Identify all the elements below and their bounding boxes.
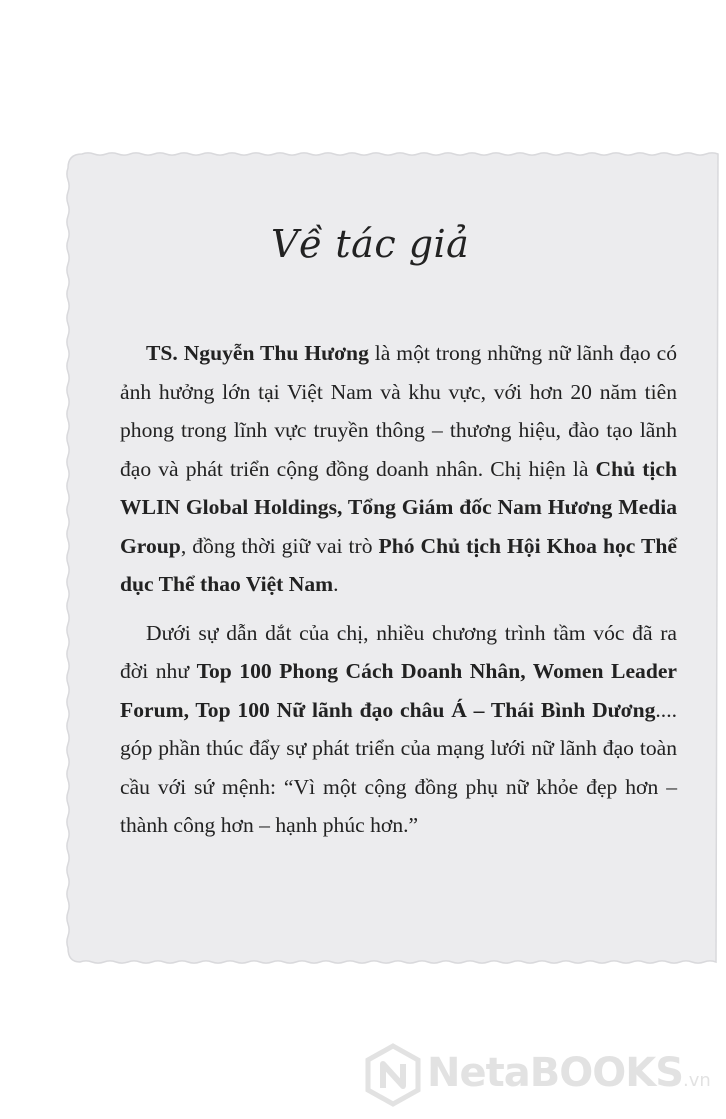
bold-run: Chủ tịch WLIN Global Holdings, Tổng Giám đốc Nam Hương Media Group [120,456,677,558]
text-run: . [333,572,339,596]
author-panel [66,152,726,964]
text-run: , đồng thời giữ vai trò [180,533,379,558]
bold-run: Phó Chủ tịch Hội Khoa học Thể dục Thể thao Việt Nam [120,533,677,596]
author-bio [120,334,677,845]
bio-paragraph-2 [120,614,677,845]
bold-run: Top 100 Phong Cách Doanh Nhân, Women Leader Forum, Top 100 Nữ lãnh đạo châu Á – Thái Bình Dương [120,659,677,722]
text-run: là một trong những nữ lãnh đạo có ảnh hưởng lớn tại Việt Nam và khu vực, với hơn 20 năm tiên phong trong lĩnh vực truyền thông – thương hiệu, đào tạo lãnh đạo và phát triển cộng đồng doanh nhân. Chị hiện là [120,341,677,481]
bio-paragraph-1 [120,334,677,604]
watermark-brand: NetaBOOKS [427,1050,684,1096]
text-run: .... góp phần thúc đẩy sự phát triển của mạng lưới nữ lãnh đạo toàn cầu với sứ mệnh: “Vì một cộng đồng phụ nữ khỏe đẹp hơn – thành công hơn – hạnh phúc hơn.” [120,697,677,837]
n-hexagon-icon [365,1044,421,1106]
text-run: Dưới sự dẫn dắt của chị, nhiều chương trình tầm vóc đã ra đời như [120,620,677,683]
netabooks-watermark [365,1042,711,1112]
section-title: Về tác giả [271,222,470,266]
watermark-text [427,1050,711,1096]
bold-run: TS. Nguyễn Thu Hương [146,341,369,365]
watermark-suffix: .vn [683,1070,711,1091]
